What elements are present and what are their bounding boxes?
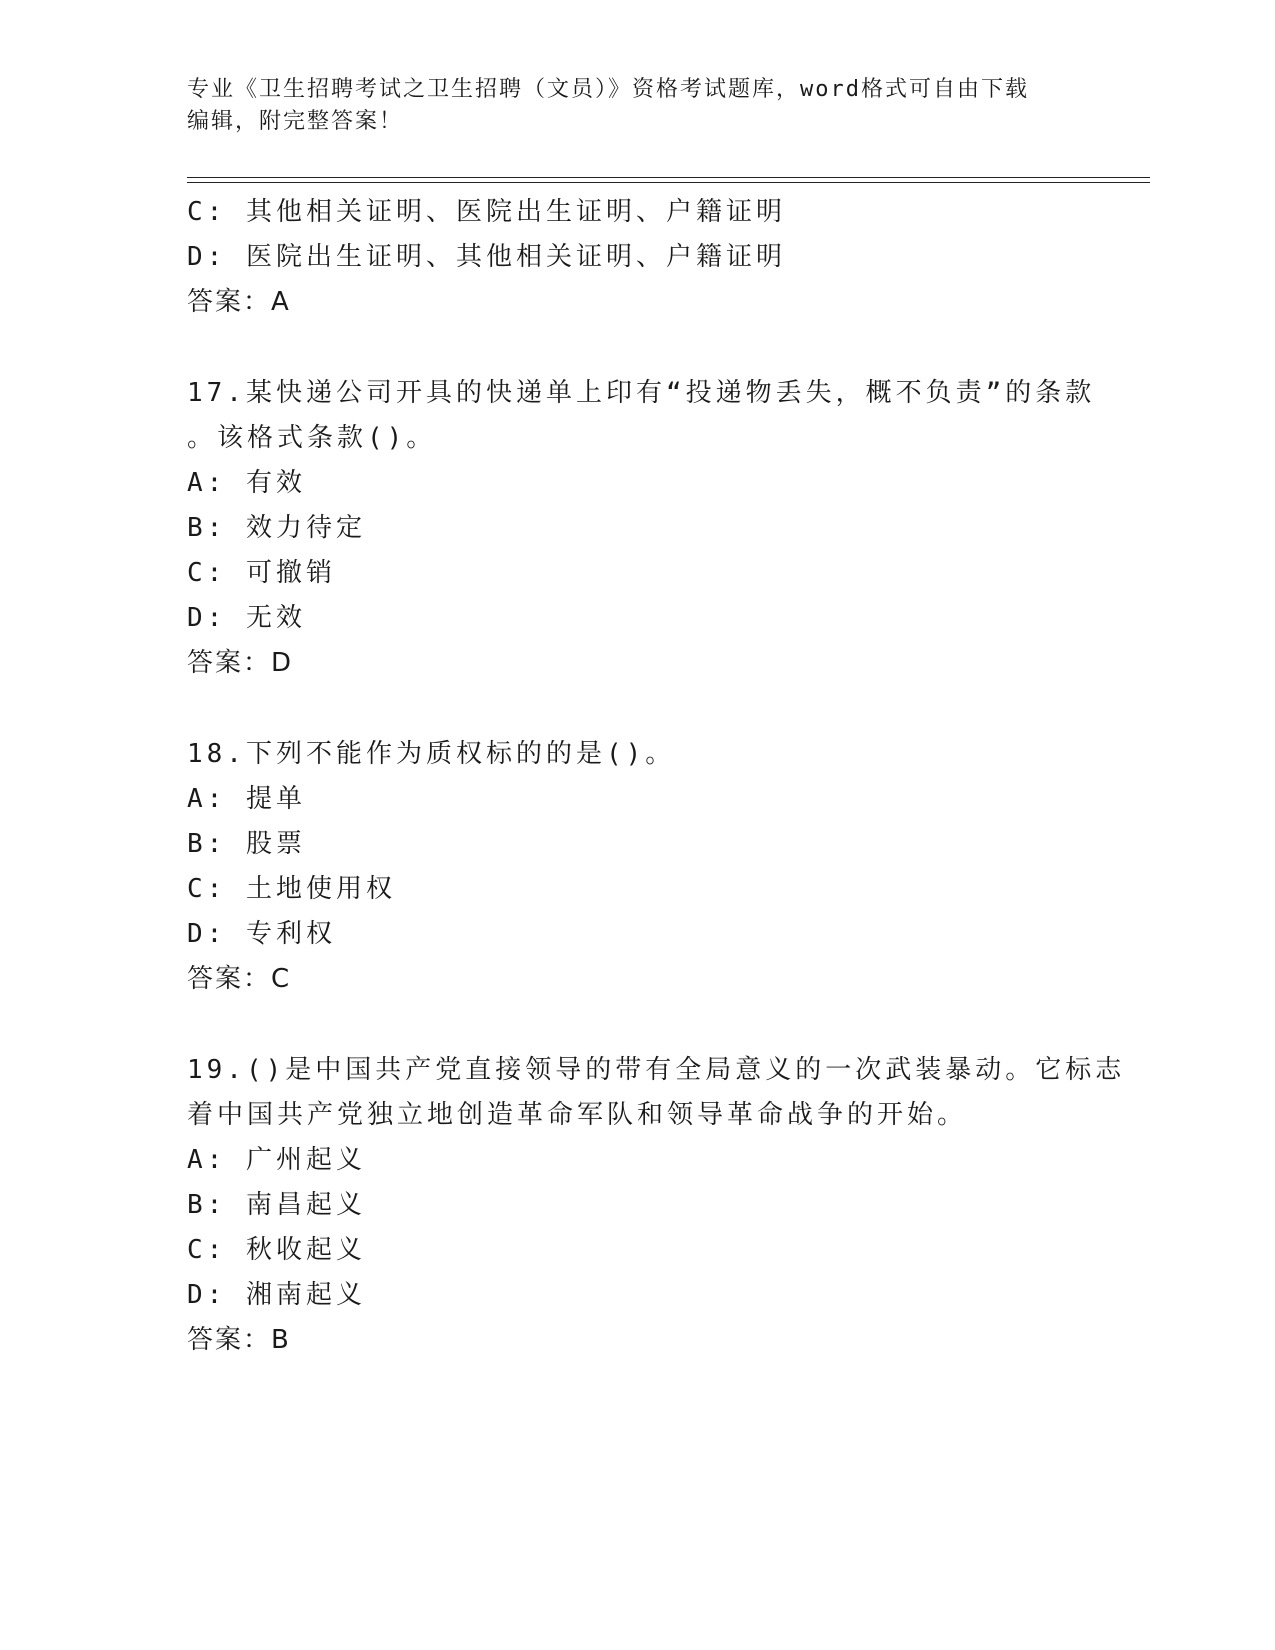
option-d: D: 专利权	[187, 919, 336, 949]
question-stem-line-1: 18.下列不能作为质权标的的是()。	[187, 739, 676, 769]
answer-line: 答案：B	[187, 1325, 291, 1355]
option-c: C: 可撤销	[187, 558, 336, 588]
option-b: B: 效力待定	[187, 513, 366, 543]
question-stem-line-1: 17.某快递公司开具的快递单上印有“投递物丢失，概不负责”的条款	[187, 378, 1096, 408]
answer-line: 答案：C	[187, 964, 292, 994]
question-stem-line-2: 。该格式条款()。	[187, 423, 437, 453]
header-line-1: 专业《卫生招聘考试之卫生招聘（文员）》资格考试题库，word格式可自由下载	[187, 77, 1029, 102]
option-b: B: 股票	[187, 829, 306, 859]
question-16-continued	[187, 190, 1087, 325]
option-a: A: 广州起义	[187, 1145, 366, 1175]
answer-line: 答案：D	[187, 648, 294, 678]
question-19	[187, 1048, 1126, 1363]
option-d: D: 湘南起义	[187, 1280, 366, 1310]
option-a: A: 有效	[187, 468, 306, 498]
question-18	[187, 732, 1087, 1002]
question-stem-line-1: 19.()是中国共产党直接领导的带有全局意义的一次武装暴动。它标志	[187, 1055, 1126, 1085]
question-17	[187, 371, 1096, 686]
option-c: C: 土地使用权	[187, 874, 396, 904]
question-stem-line-2: 着中国共产党独立地创造革命军队和领导革命战争的开始。	[187, 1100, 968, 1130]
option-c: C: 秋收起义	[187, 1235, 366, 1265]
spacer	[187, 325, 1087, 371]
option-d: D: 医院出生证明、其他相关证明、户籍证明	[187, 242, 786, 272]
option-b: B: 南昌起义	[187, 1190, 366, 1220]
header-divider-bottom	[187, 182, 1150, 183]
option-c: C: 其他相关证明、医院出生证明、户籍证明	[187, 197, 786, 227]
spacer	[187, 1002, 1087, 1048]
spacer	[187, 686, 1087, 732]
question-list	[187, 190, 1126, 1363]
header-line-2: 编辑，附完整答案！	[187, 109, 404, 134]
option-a: A: 提单	[187, 784, 306, 814]
option-d: D: 无效	[187, 603, 306, 633]
answer-line: 答案：A	[187, 287, 291, 317]
document-header	[187, 74, 1067, 138]
header-divider-top	[187, 177, 1150, 178]
